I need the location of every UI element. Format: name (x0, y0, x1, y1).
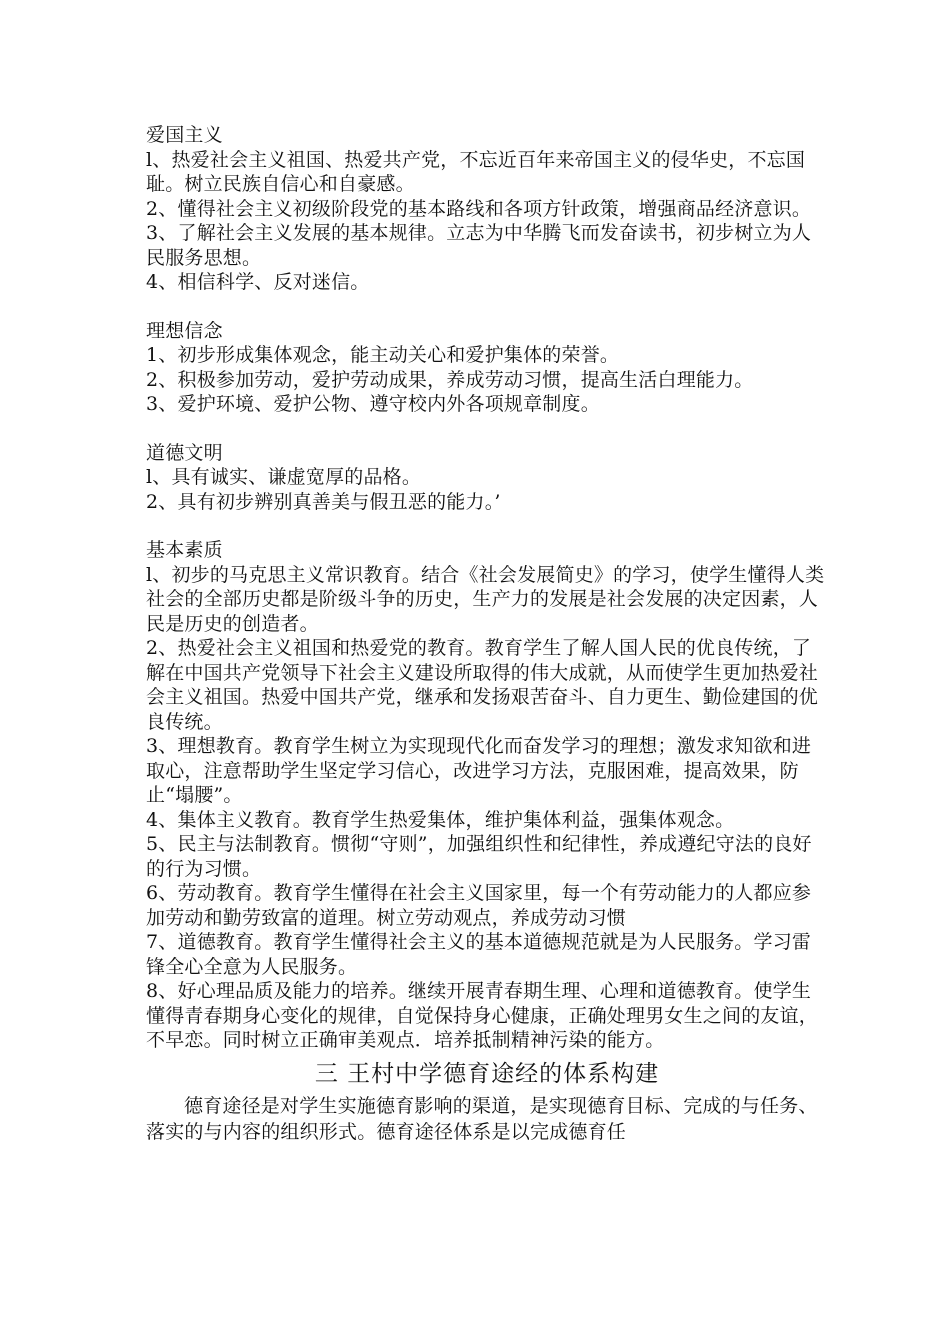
list-item: l、热爱社会主义祖国、热爱共产党，不忘近百年来帝国主义的侵华史，不忘国耻。树立民族自信心和自豪感。 (146, 148, 806, 195)
chapter-paragraph: 德育途径是对学生实施德育影响的渠道，是实现德育目标、完成的与任务、落实的与内容的组织形式。德育途径体系是以完成德育任 (146, 1094, 818, 1143)
list-item: 2、热爱社会主义祖国和热爱党的教育。教育学生了解人国人民的优良传统，了解在中国共产党领导下社会主义建设所取得的伟大成就，从而使学生更加热爱社会主义祖国。热爱中国共产党，继承和发扬艰苦奋斗、自力更生、勤俭建国的优良传统。 (146, 637, 819, 733)
section-heading: 理想信念 (146, 319, 223, 342)
document-body (146, 123, 828, 1145)
section-morality (146, 441, 828, 515)
list-item: 1、初步形成集体观念，能主动关心和爱护集体的荣誉。 (146, 344, 620, 366)
list-item: 5、民主与法制教育。惯彻“守则”，加强组织性和纪律性，养成遵纪守法的良好的行为习惯。 (146, 833, 812, 880)
section-heading: 基本素质 (146, 539, 223, 561)
section-patriotism (146, 123, 828, 295)
list-item: 4、集体主义教育。教育学生热爱集体，维护集体利益，强集体观念。 (146, 808, 735, 831)
list-item: 6、劳动教育。教育学生懂得在社会主义国家里，每一个有劳动能力的人都应参加劳动和勤劳致富的道理。树立劳动观点，养成劳动习惯 (146, 882, 812, 929)
list-item: 3、爱护环境、爱护公物、遵守校内外各项规章制度。 (146, 393, 600, 415)
list-item: 3、理想教育。教育学生树立为实现现代化而奋发学习的理想；激发求知欲和进取心，注意帮助学生坚定学习信心，改进学习方法，克服困难，提高效果，防止“塌腰”。 (146, 735, 812, 806)
list-item: l、具有诚实、谦虚宽厚的品格。 (146, 466, 422, 488)
chapter-title: 三 王村中学德育途经的体系构建 (314, 1060, 660, 1087)
section-basic-qualities (146, 538, 828, 1053)
list-item: 7、道德教育。教育学生懂得社会主义的基本道德规范就是为人民服务。学习雷锋全心全意为人民服务。 (146, 931, 812, 978)
list-item: 8、好心理品质及能力的培养。继续开展青春期生理、心理和道德教育。使学生懂得青春期身心变化的规律，自觉保持身心健康，正确处理男女生之间的友谊，不早恋。同时树立正确审美观点．培养抵制精神污染的能方。 (146, 980, 819, 1051)
list-item: 4、相信科学、反对迷信。 (146, 271, 370, 293)
section-heading: 爱国主义 (146, 124, 223, 146)
list-item: 2、积极参加劳动，爱护劳动成果，养成劳动习惯，提高生活白理能力。 (146, 368, 754, 391)
list-item: l、初步的马克思主义常识教育。结合《社会发展简史》的学习，使学生懂得人类社会的全部历史都是阶级斗争的历史，生产力的发展是社会发展的决定因素，人民是历史的创造者。 (146, 563, 825, 635)
list-item: 2、具有初步辨别真善美与假丑恶的能力。’ (146, 490, 501, 513)
section-heading: 道德文明 (146, 441, 223, 464)
list-item: 3、了解社会主义发展的基本规律。立志为中华腾飞而发奋读书，初步树立为人民服务思想。 (146, 222, 812, 269)
section-ideals (146, 319, 828, 417)
list-item: 2、懂得社会主义初级阶段党的基本路线和各项方针政策，增强商品经济意识。 (146, 197, 812, 220)
